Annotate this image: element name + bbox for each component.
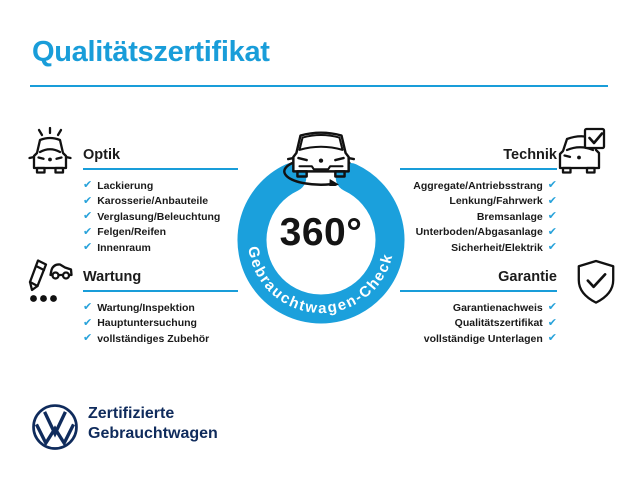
check-icon: ✔ bbox=[83, 194, 93, 207]
list-item bbox=[400, 225, 557, 241]
item-label: Aggregate/Antriebsstrang bbox=[413, 179, 543, 192]
brand-line1: Zertifizierte bbox=[88, 405, 175, 422]
list-item bbox=[83, 240, 238, 256]
section-technik bbox=[400, 147, 557, 256]
list-item bbox=[83, 178, 238, 194]
check-icon: ✔ bbox=[83, 179, 93, 192]
ring-curved-label: Gebrauchtwagen-Check bbox=[244, 244, 397, 318]
brand-text bbox=[88, 404, 218, 444]
item-label: Wartung/Inspektion bbox=[97, 301, 195, 314]
check-icon: ✔ bbox=[83, 225, 93, 238]
list-item bbox=[400, 240, 557, 256]
list-item bbox=[400, 331, 557, 347]
check-icon: ✔ bbox=[83, 241, 93, 254]
section-title: Wartung bbox=[83, 269, 238, 292]
pencil-checklist-icon bbox=[22, 258, 74, 310]
check-icon: ✔ bbox=[83, 332, 93, 345]
car-360-icon bbox=[279, 126, 363, 186]
item-label: Hauptuntersuchung bbox=[97, 317, 197, 330]
item-label: Sicherheit/Elektrik bbox=[451, 241, 543, 254]
shield-check-icon bbox=[574, 258, 618, 308]
list-item bbox=[83, 225, 238, 241]
list-item bbox=[83, 300, 238, 316]
item-label: Qualitätszertifikat bbox=[454, 317, 543, 330]
page-title: Qualitätszertifikat bbox=[32, 36, 270, 68]
check-icon: ✔ bbox=[547, 194, 557, 207]
list-item bbox=[83, 316, 238, 332]
list-item bbox=[400, 300, 557, 316]
list-item bbox=[400, 316, 557, 332]
section-title: Optik bbox=[83, 147, 238, 170]
check-icon: ✔ bbox=[547, 241, 557, 254]
item-label: Bremsanlage bbox=[476, 210, 543, 223]
item-label: Unterboden/Abgasanlage bbox=[415, 226, 543, 239]
list-item bbox=[83, 194, 238, 210]
item-label: Innenraum bbox=[97, 241, 151, 254]
section-optik bbox=[83, 147, 238, 256]
item-label: vollständiges Zubehör bbox=[97, 332, 210, 345]
car-checkbox-icon bbox=[558, 126, 610, 178]
item-label: Karosserie/Anbauteile bbox=[97, 195, 209, 208]
check-icon: ✔ bbox=[547, 225, 557, 238]
item-label: Verglasung/Beleuchtung bbox=[97, 210, 221, 223]
list-item bbox=[83, 209, 238, 225]
section-wartung bbox=[83, 269, 238, 347]
check-icon: ✔ bbox=[547, 210, 557, 223]
degree-label: 360° bbox=[279, 211, 363, 254]
check-icon: ✔ bbox=[547, 316, 557, 329]
check-icon: ✔ bbox=[83, 316, 93, 329]
check-icon: ✔ bbox=[547, 332, 557, 345]
check-icon: ✔ bbox=[83, 210, 93, 223]
brand-line2: Gebrauchtwagen bbox=[88, 425, 218, 442]
title-divider bbox=[30, 85, 608, 87]
section-title: Garantie bbox=[400, 269, 557, 292]
item-label: Garantienachweis bbox=[452, 301, 543, 314]
item-label: vollständige Unterlagen bbox=[423, 332, 543, 345]
section-title: Technik bbox=[400, 147, 557, 170]
list-item bbox=[83, 331, 238, 347]
list-item bbox=[400, 209, 557, 225]
check-icon: ✔ bbox=[83, 301, 93, 314]
car-shine-icon bbox=[24, 126, 76, 178]
vw-logo bbox=[30, 402, 80, 452]
item-label: Lackierung bbox=[97, 179, 154, 192]
check-icon: ✔ bbox=[547, 179, 557, 192]
check-icon: ✔ bbox=[547, 301, 557, 314]
item-label: Felgen/Reifen bbox=[97, 226, 167, 239]
list-item bbox=[400, 178, 557, 194]
item-label: Lenkung/Fahrwerk bbox=[449, 195, 543, 208]
list-item bbox=[400, 194, 557, 210]
section-garantie bbox=[400, 269, 557, 347]
